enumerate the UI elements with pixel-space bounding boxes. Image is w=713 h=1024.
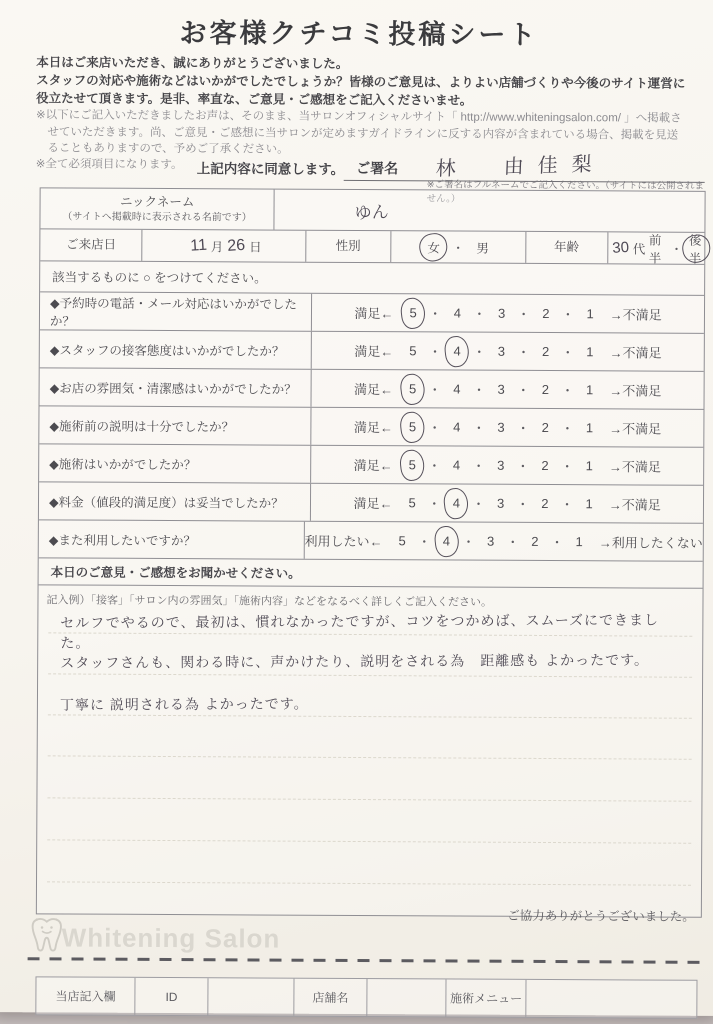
scale-value-5[interactable]: 5 <box>409 381 417 397</box>
question-row-price <box>39 481 703 522</box>
comment-line-3: 丁寧に 説明される為 よかったです。 <box>59 695 309 713</box>
scale-value-3[interactable]: 3 <box>497 381 505 397</box>
scale-value-3[interactable]: 3 <box>496 495 505 511</box>
question-row-atmosphere <box>40 367 704 408</box>
scale-value-5[interactable]: 5 <box>398 533 406 549</box>
age-option-second-half[interactable]: 後半 <box>689 230 705 266</box>
nickname-sublabel: （サイトへ掲載時に表示される名前です） <box>62 211 252 224</box>
scale-left-label: 満足← <box>353 419 393 436</box>
nickname-value-cell[interactable] <box>274 190 705 232</box>
comment-line-2: スタッフさんも、関わる時に、声かけたり、説明をされる為 距離感も よかったです。 <box>60 651 649 671</box>
scale-value-4[interactable]: 4 <box>453 381 461 397</box>
scale-separator: ・ <box>517 306 531 322</box>
scale-separator: ・ <box>472 382 486 398</box>
question-label: ◆また利用したいですか？ <box>48 532 196 548</box>
scale-value-2[interactable]: 2 <box>541 343 550 360</box>
question-row-staff <box>40 329 704 370</box>
age-label: 年齢 <box>525 232 607 263</box>
scale-left-label: 利用したい← <box>304 533 383 550</box>
scale-separator: ・ <box>560 459 574 475</box>
age-value-cell <box>607 232 704 264</box>
scale-separator: ・ <box>428 420 442 436</box>
scale-left-label: 満足← <box>353 495 393 512</box>
id-label: ID <box>134 978 207 1015</box>
rating-scale <box>311 370 704 409</box>
question-label: ◆予約時の電話・メール対応はいかがでしたか？ <box>49 295 297 329</box>
question-label: ◆施術前の説明は十分でしたか？ <box>49 418 235 434</box>
scale-right-label: →不満足 <box>608 497 661 513</box>
scale-value-4[interactable]: 4 <box>442 533 451 549</box>
scale-separator: ・ <box>472 306 487 322</box>
signature-label: ご署名 <box>356 159 399 177</box>
scale-value-4[interactable]: 4 <box>453 343 461 359</box>
scale-value-3[interactable]: 3 <box>497 419 505 435</box>
gender-option-female[interactable]: 女 <box>427 238 440 256</box>
visit-date-value-cell[interactable] <box>142 230 305 262</box>
scale-right-label: →不満足 <box>609 345 662 361</box>
instruction-text: 該当するものに ○ をつけてください。 <box>52 270 267 286</box>
scale-separator: ・ <box>417 534 431 550</box>
comments-box[interactable] <box>37 584 703 916</box>
rating-scale <box>311 294 704 333</box>
question-row-revisit <box>39 519 703 560</box>
rating-scale <box>311 408 704 447</box>
page-title: お客様クチコミ投稿シート <box>179 18 539 50</box>
guide-line <box>47 881 691 885</box>
signature-value: 林 由佳梨 <box>435 153 607 181</box>
scale-separator: ・ <box>516 496 530 512</box>
feedback-table <box>36 187 706 917</box>
comments-header-row <box>39 557 703 587</box>
scale-separator: ・ <box>550 535 564 551</box>
menu-value-cell[interactable] <box>525 980 696 1018</box>
question-label: ◆スタッフの接客態度はいかがでしたか？ <box>49 342 285 359</box>
question-row-explanation <box>39 405 703 446</box>
scale-right-label: →不満足 <box>608 459 661 475</box>
month-unit: 月 <box>210 239 224 254</box>
question-label: ◆施術はいかがでしたか？ <box>49 456 197 472</box>
menu-label: 施術メニュー <box>446 979 526 1016</box>
question-label: ◆料金（値段的満足度）は妥当でしたか？ <box>48 494 284 511</box>
scale-value-1[interactable]: 1 <box>585 496 593 512</box>
scale-separator: ・ <box>516 420 530 436</box>
scale-value-3[interactable]: 3 <box>497 343 506 359</box>
scale-value-5[interactable]: 5 <box>409 305 417 321</box>
guide-line <box>47 797 691 801</box>
rating-scale <box>303 522 703 561</box>
intro-line1: 本日はご来店いただき、誠にありがとうございました。 <box>36 55 349 71</box>
scale-value-4[interactable]: 4 <box>453 305 462 321</box>
scale-right-label: →不満足 <box>609 421 662 437</box>
scale-separator: ・ <box>428 382 442 398</box>
question-row-phone <box>40 291 704 332</box>
question-row-treatment <box>39 443 703 484</box>
brand-logo <box>26 914 281 962</box>
scale-separator: ・ <box>471 496 486 512</box>
rating-scale <box>310 484 703 523</box>
nickname-label: ニックネーム <box>119 195 195 210</box>
gender-label: 性別 <box>305 231 391 262</box>
scale-left-label: 満足← <box>354 305 394 322</box>
scale-value-4[interactable]: 4 <box>452 457 461 473</box>
visit-date-label: ご来店日 <box>66 237 117 253</box>
scale-separator: ・ <box>461 534 476 550</box>
visit-day-value: 26 <box>226 236 246 255</box>
guide-line <box>47 839 691 843</box>
scale-value-1[interactable]: 1 <box>585 458 593 474</box>
office-use-table <box>35 976 697 1018</box>
day-unit: 日 <box>249 239 262 254</box>
scale-value-3[interactable]: 3 <box>497 305 506 321</box>
signature-note: ※ご署名はフルネームでご記入ください。（サイトには公開されません。） <box>426 179 705 205</box>
intro-line2: スタッフの対応や施術などはいかがでしたでしょうか？皆様のご意見は、よりよい店舗づくりや今後のサイト運営に役立たせて頂きます。是非、率直な、ご意見・ご感想をご記入くださいませ。 <box>36 73 686 108</box>
gender-option-male[interactable]: 男 <box>476 241 489 256</box>
scale-value-5[interactable]: 5 <box>409 343 417 359</box>
scale-value-5[interactable]: 5 <box>408 419 417 435</box>
visit-month-value: 11 <box>189 236 208 255</box>
scale-separator: ・ <box>472 458 486 474</box>
scale-separator: ・ <box>472 420 486 436</box>
office-use-label: 当店記入欄 <box>55 989 116 1004</box>
age-value[interactable]: 30 <box>611 238 630 257</box>
scale-value-2[interactable]: 2 <box>531 533 539 549</box>
rating-scale <box>311 332 704 371</box>
scale-value-1[interactable]: 1 <box>586 382 594 398</box>
id-value-cell[interactable] <box>207 978 293 1015</box>
scale-separator: ・ <box>472 344 486 360</box>
scale-right-label: →利用したくない <box>598 535 703 551</box>
scale-value-1[interactable]: 1 <box>575 534 583 550</box>
store-name-value-cell[interactable] <box>366 979 446 1016</box>
comment-line-1: セルフでやるので、最初は、慣れなかったですが、コツをつかめば、スムーズにできました。 <box>60 611 660 651</box>
cut-line <box>28 957 704 964</box>
age-separator: ・ <box>670 242 683 257</box>
scale-value-4[interactable]: 4 <box>452 495 461 511</box>
thanks-text: ご協力ありがとうございました。 <box>507 908 695 924</box>
scale-value-2[interactable]: 2 <box>542 305 550 322</box>
question-label: ◆お店の雰囲気・清潔感はいかがでしたか？ <box>49 380 297 397</box>
scale-separator: ・ <box>516 344 531 360</box>
age-unit: 代 <box>632 241 646 257</box>
comments-example: 記入例）「接客」「サロン内の雰囲気」「施術内容」などをなるべく詳しくご記入ください。 <box>46 594 493 609</box>
scale-separator: ・ <box>428 306 442 322</box>
scale-left-label: 満足← <box>354 343 394 360</box>
scale-value-3[interactable]: 3 <box>486 533 495 549</box>
nickname-row <box>40 188 704 231</box>
scale-value-2[interactable]: 2 <box>541 419 549 436</box>
scale-right-label: →不満足 <box>609 383 662 399</box>
scale-separator: ・ <box>428 344 442 360</box>
scale-separator: ・ <box>561 383 575 399</box>
gender-separator: ・ <box>451 240 465 256</box>
rating-scale <box>310 446 703 485</box>
scale-separator: ・ <box>427 496 441 512</box>
visit-info-row <box>40 228 704 266</box>
scale-value-1[interactable]: 1 <box>586 344 594 360</box>
age-option-first-half[interactable]: 前半 <box>648 233 662 266</box>
guide-line <box>48 714 692 718</box>
scale-separator: ・ <box>506 534 520 550</box>
scale-value-1[interactable]: 1 <box>586 306 594 322</box>
gender-value-cell <box>390 231 525 263</box>
scale-separator: ・ <box>561 345 575 361</box>
scale-left-label: 満足← <box>353 457 393 474</box>
scale-value-4[interactable]: 4 <box>453 419 461 435</box>
scale-right-label: →不満足 <box>609 307 662 323</box>
scale-value-2[interactable]: 2 <box>541 457 549 474</box>
scale-separator: ・ <box>516 382 530 398</box>
instruction-row <box>40 260 704 294</box>
store-name-label: 店舗名 <box>293 979 366 1016</box>
guide-line <box>48 755 692 759</box>
scale-value-2[interactable]: 2 <box>541 381 550 398</box>
guide-line <box>48 673 692 677</box>
scale-separator: ・ <box>561 307 575 323</box>
intro-note1: ※以下にご記入いただきましたお声は、そのまま、当サロンオフィシャルサイト「 http://www.whiteningsalon.com/ 」へ掲載させていただきます。尚、ご意見・ご感想に当サロンが定めますガイドラインに反する内容が含まれている場合、掲載を見送ることもありますので、予めご了承ください。 <box>35 109 682 156</box>
intro-note2: ※全て必須項目になります。 <box>35 158 183 172</box>
scale-left-label: 満足← <box>354 381 394 398</box>
scale-value-3[interactable]: 3 <box>497 457 505 473</box>
logo-text: Whitening Salon <box>61 922 281 954</box>
scale-value-2[interactable]: 2 <box>541 495 549 512</box>
scale-separator: ・ <box>427 458 441 474</box>
comments-header: 本日のご意見・ご感想をお聞かせください。 <box>50 565 301 581</box>
scale-value-5[interactable]: 5 <box>408 457 416 473</box>
consent-label: 上記内容に同意します。 <box>196 161 345 177</box>
nickname-value: ゆん <box>354 201 390 223</box>
scale-value-1[interactable]: 1 <box>585 420 594 436</box>
scale-separator: ・ <box>560 421 574 437</box>
scale-value-5[interactable]: 5 <box>408 495 416 511</box>
nickname-label-cell <box>40 188 273 229</box>
scale-separator: ・ <box>560 497 574 513</box>
scale-separator: ・ <box>516 458 530 474</box>
